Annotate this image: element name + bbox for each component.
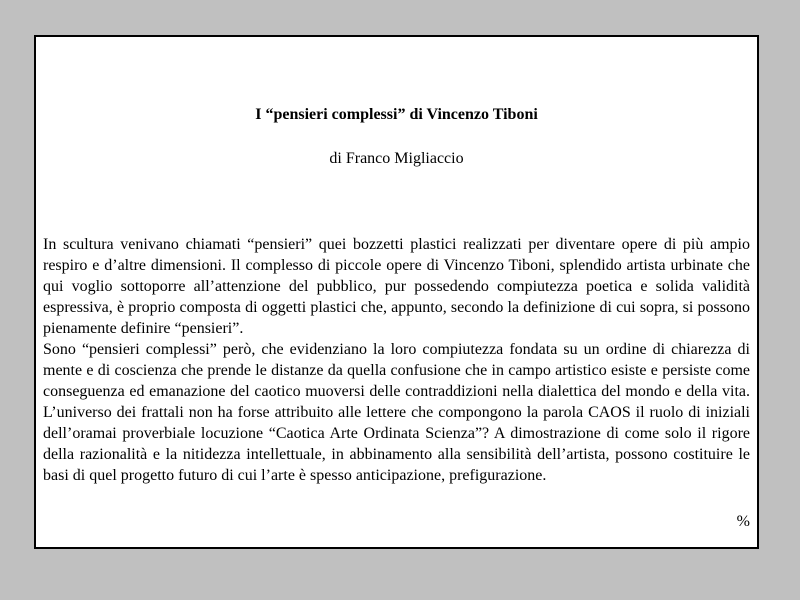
document-page — [34, 35, 759, 549]
article-body — [43, 234, 750, 486]
article-title: I “pensieri complessi” di Vincenzo Tiboni — [255, 106, 538, 123]
body-paragraph-2: Sono “pensieri complessi” però, che evidenziano la loro compiutezza fondata su un ordine di chiarezza di mente e di coscienza che prende le distanze da quella confusione che in campo artistico esiste e persiste come conseguenza ed emanazione del caotico muoversi delle contraddizioni nella dialettica del mondo e della vita. L’universo dei frattali non ha forse attribuito alle lettere che compongono la parola CAOS il ruolo di iniziali dell’oramai proverbiale locuzione “Caotica Arte Ordinata Scienza”? A dimostrazione di come solo il rigore della razionalità e la nitidezza intellettuale, in abbinamento alla sensibilità dell’artista, possono costituire le basi di quel progetto futuro di cui l’arte è spesso anticipazione, prefigurazione. — [43, 341, 750, 484]
article-author: di Franco Migliaccio — [329, 150, 464, 167]
body-paragraph-1: In scultura venivano chiamati “pensieri” quei bozzetti plastici realizzati per diventare opere di più ampio respiro e d’altre dimensioni. Il complesso di piccole opere di Vincenzo Tiboni, splendido artista urbinate che qui voglio sottoporre all’attenzione del pubblico, pur possedendo compiutezza poetica e solida validità espressiva, è proprio composta di oggetti plastici che, appunto, secondo la definizione di cui sopra, si possono pienamente definire “pensieri”. — [43, 236, 750, 337]
end-mark: % — [736, 513, 750, 530]
